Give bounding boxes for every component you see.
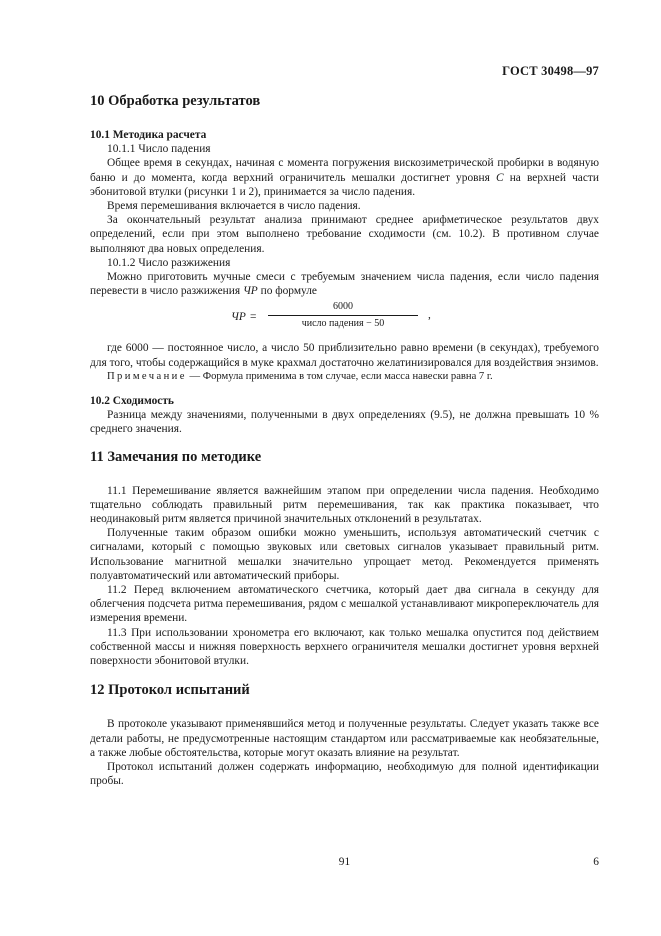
paragraph-11-1: 11.1 Перемешивание является важнейшим этапом при определении числа падения. Необходимо тщательно соблюдать правильный ритм перемешивания, так как практика показывает, что неодинаковый ритм является причиной значительных отклонений в результатах.: [90, 484, 599, 526]
note-label: Примечание: [107, 370, 187, 382]
subsection-10-1-heading: 10.1 Методика расчета: [90, 129, 207, 141]
document-body: [90, 92, 599, 788]
formula-equals: =: [250, 311, 257, 324]
paragraph-liquefaction-number: Можно приготовить мучные смеси с требуемым значением числа падения, если число падения перевести в число разжижения ЧР по формуле: [90, 271, 599, 298]
formula-denominator: число падения − 50: [301, 318, 385, 330]
note-text: — Формула применима в том случае, если масса навески равна 7 г.: [186, 370, 493, 382]
paragraph-11-3: 11.3 При использовании хронометра его включают, как только мешалка опустится под действием собственной массы и нижняя поверхность верхнего ограничителя мешалки достигнет уровня верхней поверхности эбонитовой втулки.: [90, 626, 599, 668]
formula-fraction-bar: [268, 315, 418, 316]
subsection-10-2-heading: 10.2 Сходимость: [90, 395, 174, 408]
paragraph-11-1-errors: Полученные таким образом ошибки можно уменьшить, используя автоматический счетчик с сигналами, который с помощью звуковых или световых сигналов указывает правильный ритм. Использование магнитной мешалки значительно упрощает метод. Рекомендуется применять полуавтоматический или автоматический приборы.: [90, 527, 599, 582]
section-11-heading: 11 Замечания по методике: [90, 448, 262, 465]
liquefaction-formula: [90, 301, 599, 337]
section-12-heading: 12 Протокол испытаний: [90, 682, 250, 699]
standard-header: ГОСТ 30498—97: [502, 64, 599, 78]
formula-comma: ,: [428, 309, 431, 322]
paragraph-12-content: Протокол испытаний должен содержать информацию, необходимую для полной идентификации пробы.: [90, 760, 599, 788]
paragraph-final-result: За окончательный результат анализа принимают среднее арифметическое результатов двух определений, если при этом выполнено требование сходимости (см. 10.2). В противном случае выполняют два новых определения.: [90, 214, 599, 255]
section-10-heading: 10 Обработка результатов: [90, 93, 261, 109]
paragraph-falling-number-definition: Общее время в секундах, начиная с момента погружения вискозиметрической пробирки в водяную баню и до момента, когда верхний ограничитель мешалки достигнет уровня С на верхней части эбонитовой втулки (рисунки 1 и 2), принимается за число падения.: [90, 157, 599, 198]
subsection-10-1-2-title: 10.1.2 Число разжижения: [107, 256, 231, 269]
paragraph-formula-explanation: где 6000 — постоянное число, а число 50 приблизительно равно времени (в секундах), требуемого для того, чтобы содержащийся в муке крахмал достаточно желатинизировался для воздействия энзимов.: [90, 342, 599, 369]
note: [90, 370, 599, 384]
paragraph-mixing-time: Время перемешивания включается в число падения.: [107, 200, 361, 213]
formula-lhs: ЧР: [231, 311, 246, 324]
paragraph-11-2: 11.2 Перед включением автоматического счетчика, который дает два сигнала в секунду для облегчения подсчета ритма перемешивания, рядом с мешалкой устанавливают микропереключатель для измерения времени.: [90, 584, 599, 625]
paragraph-repeatability: Разница между значениями, полученными в двух определениях (9.5), не должна превышать 10 % среднего значения.: [90, 409, 599, 436]
footer-page-number: 91: [338, 856, 351, 868]
paragraph-12-protocol: В протоколе указывают применявшийся метод и полученные результаты. Следует указать также все детали работы, не предусмотренные настоящим стандартом или рассматриваемые как необязательные, а также любые обстоятельства, которые могут оказать влияние на результат.: [90, 718, 599, 759]
subsection-10-1-1-title: 10.1.1 Число падения: [107, 143, 211, 156]
formula-numerator: 6000: [333, 301, 353, 313]
footer-sheet-number: 6: [593, 856, 599, 868]
